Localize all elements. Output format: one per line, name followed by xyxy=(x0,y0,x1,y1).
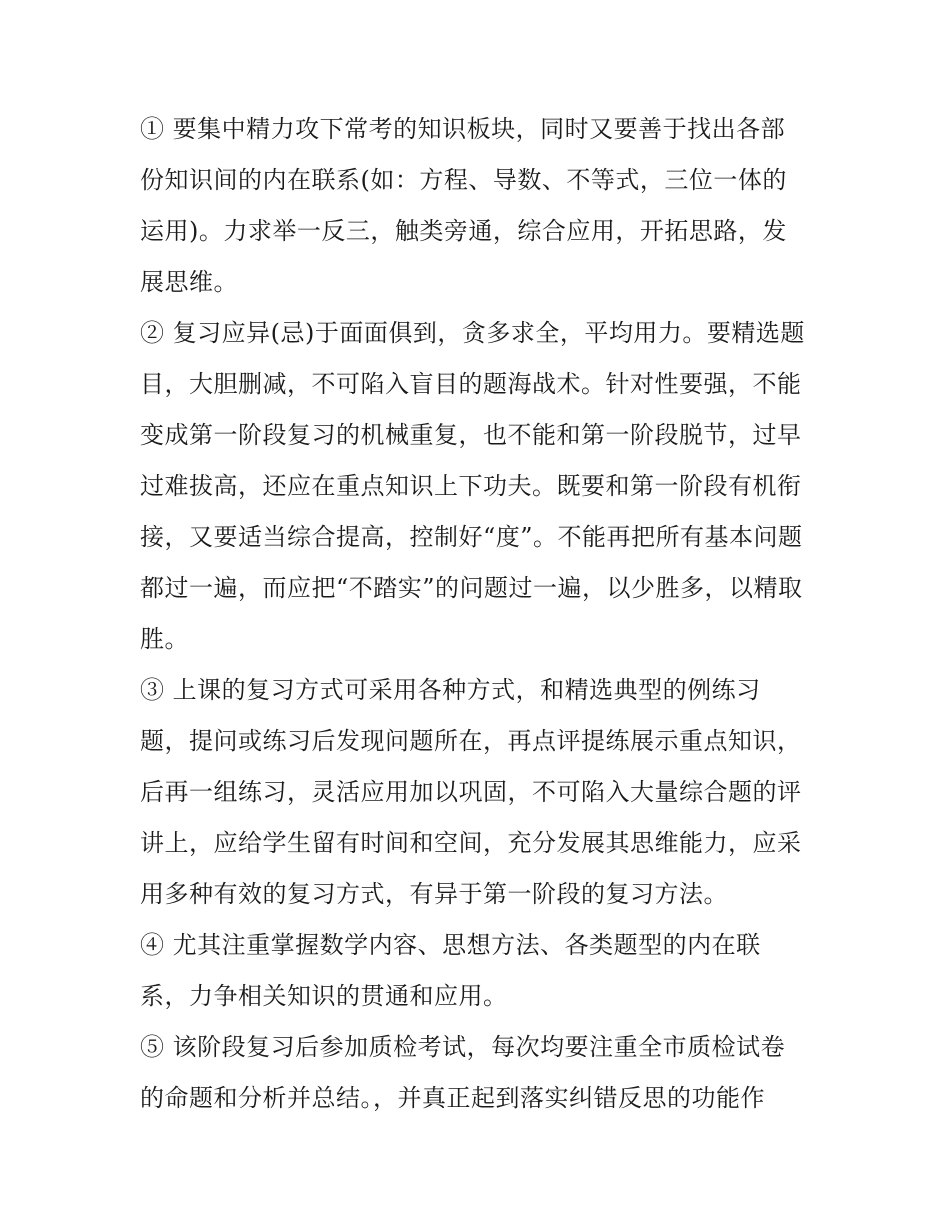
text-line: 讲上，应给学生留有时间和空间，充分发展其思维能力，应采 xyxy=(140,829,802,857)
text-line: 接，又要适当综合提高，控制好“度”。不能再把所有基本问题 xyxy=(140,523,803,551)
text-line: 的命题和分析并总结。，并真正起到落实纠错反思的功能作 xyxy=(140,1084,765,1112)
document-body xyxy=(140,104,820,1124)
paragraph-1 xyxy=(140,104,820,308)
text-line: 题，提问或练习后发现问题所在，再点评提练展示重点知识， xyxy=(140,727,802,755)
text-line: ③ 上课的复习方式可采用各种方式，和精选典型的例练习 xyxy=(140,676,761,704)
text-line: 份知识间的内在联系(如：方程、导数、不等式，三位一体的 xyxy=(140,166,787,194)
text-line: 系，力争相关知识的贯通和应用。 xyxy=(140,982,508,1010)
paragraph-5 xyxy=(140,1022,820,1124)
text-line: 目，大胆删减，不可陷入盲目的题海战术。针对性要强，不能 xyxy=(140,370,802,398)
text-line: 过难拔高，还应在重点知识上下功夫。既要和第一阶段有机衔 xyxy=(140,472,802,500)
text-line: 展思维。 xyxy=(140,268,238,296)
text-line: 运用)。力求举一反三，触类旁通，综合应用，开拓思路，发 xyxy=(140,217,787,245)
text-line: ① 要集中精力攻下常考的知识板块，同时又要善于找出各部 xyxy=(140,115,786,143)
text-line: 都过一遍，而应把“不踏实”的问题过一遍，以少胜多，以精取 xyxy=(140,574,803,602)
text-line: 用多种有效的复习方式，有异于第一阶段的复习方法。 xyxy=(140,880,728,908)
paragraph-3 xyxy=(140,665,820,920)
text-line: 后再一组练习，灵活应用加以巩固，不可陷入大量综合题的评 xyxy=(140,778,802,806)
text-line: 变成第一阶段复习的机械重复，也不能和第一阶段脱节，过早 xyxy=(140,421,802,449)
paragraph-4 xyxy=(140,920,820,1022)
text-line: ② 复习应异(忌)于面面俱到，贪多求全，平均用力。要精选题 xyxy=(140,319,805,347)
paragraph-2 xyxy=(140,308,820,665)
text-line: ④ 尤其注重掌握数学内容、思想方法、各类题型的内在联 xyxy=(140,931,761,959)
text-line: ⑤ 该阶段复习后参加质检考试，每次均要注重全市质检试卷 xyxy=(140,1033,786,1061)
text-line: 胜。 xyxy=(140,625,189,653)
